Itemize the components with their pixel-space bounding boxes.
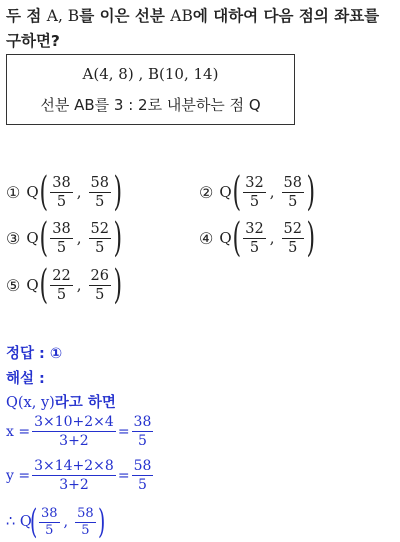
intro-text: 라고 하면: [54, 395, 116, 411]
point-label: Q: [26, 183, 39, 201]
right-paren: ): [113, 215, 123, 261]
point-q-expression: Q(x, y): [6, 395, 55, 411]
denominator: 5: [81, 522, 90, 538]
numerator: 38: [52, 174, 71, 191]
conclusion: ∴ Q ( $\frac{38}{5}$ , $\frac{58}{5}$ ): [6, 502, 105, 542]
numerator: 22: [52, 267, 71, 284]
choice-number: ⑤: [6, 275, 21, 295]
point-label: Q: [219, 229, 232, 247]
explanation-intro: [6, 391, 116, 412]
equals-sign: =: [117, 467, 130, 484]
choice-number: ①: [6, 182, 21, 202]
numerator: 32: [245, 220, 264, 237]
given-points: A(4, 8) , B(10, 14): [82, 65, 219, 83]
left-paren: (: [39, 215, 48, 261]
numerator: 58: [90, 174, 109, 191]
x-equation: [6, 413, 155, 450]
given-condition: 선분 AB를 3 : 2로 내분하는 점 Q: [40, 96, 261, 114]
left-paren: (: [39, 262, 48, 308]
question-part3: 에 대하여 다음 점의 좌표를 구하면?: [6, 7, 380, 50]
y-result-fraction: [132, 457, 154, 494]
choice-number: ③: [6, 228, 21, 248]
denominator: 5: [95, 239, 105, 256]
left-paren: (: [232, 215, 241, 261]
question-points: A, B: [46, 7, 80, 25]
x-fraction: [50, 174, 72, 211]
choice-5[interactable]: ⑤ Q ( $\frac{22}{5}$ , $\frac{26}{5}$ ): [6, 262, 123, 308]
denominator: 5: [288, 239, 298, 256]
denominator: 3+2: [59, 477, 89, 493]
y-fraction: [89, 220, 111, 257]
choice-1[interactable]: ① Q ( $\frac{38}{5}$ , $\frac{58}{5}$ ): [6, 169, 123, 215]
left-paren: (: [232, 169, 241, 215]
right-paren: ): [97, 502, 105, 542]
y-fraction: [89, 267, 111, 304]
numerator: 38: [41, 505, 58, 521]
choice-2[interactable]: ② Q ( $\frac{32}{5}$ , $\frac{58}{5}$ ): [199, 169, 316, 215]
numerator: 52: [90, 220, 109, 237]
right-paren: ): [113, 169, 123, 215]
final-y-fraction: [75, 506, 96, 539]
numerator: 3×10+2×4: [34, 414, 114, 430]
choice-number: ②: [199, 182, 214, 202]
denominator: 5: [249, 193, 260, 210]
given-box: [6, 54, 295, 125]
explanation-label: 해설 :: [6, 371, 45, 387]
question-text: [6, 4, 396, 54]
denominator: 5: [95, 286, 105, 303]
question-part1: 두 점: [6, 7, 47, 25]
x-result-fraction: [132, 413, 154, 450]
numerator: 52: [283, 220, 302, 237]
y-fraction: [282, 220, 304, 257]
answer-value: ①: [49, 346, 63, 362]
numerator: 38: [133, 414, 152, 430]
denominator: 5: [56, 193, 67, 210]
question-segment: AB: [170, 7, 193, 25]
point-label: Q: [219, 183, 232, 201]
x-formula-fraction: [32, 413, 116, 450]
numerator: 26: [90, 267, 109, 284]
choice-4[interactable]: ④ Q ( $\frac{32}{5}$ , $\frac{52}{5}$ ): [199, 215, 316, 261]
final-x-fraction: [39, 506, 60, 539]
x-fraction: [50, 220, 72, 257]
y-fraction: [282, 174, 304, 211]
denominator: 5: [45, 522, 54, 538]
numerator: 58: [133, 458, 152, 474]
denominator: 5: [56, 286, 67, 303]
numerator: 3×14+2×8: [34, 458, 114, 474]
question-part2: 를 이은 선분: [79, 7, 171, 25]
right-paren: ): [306, 169, 316, 215]
numerator: 58: [77, 505, 94, 521]
denominator: 5: [138, 433, 147, 449]
left-paren: (: [39, 169, 48, 215]
equals-sign: =: [117, 423, 130, 440]
y-formula-fraction: [32, 457, 116, 494]
right-paren: ): [306, 215, 316, 261]
x-fraction: [243, 220, 265, 257]
denominator: 3+2: [59, 433, 89, 449]
answer-line: [6, 342, 62, 363]
right-paren: ): [113, 262, 123, 308]
denominator: 5: [138, 477, 147, 493]
denominator: 5: [288, 193, 298, 210]
choice-3[interactable]: ③ Q ( $\frac{38}{5}$ , $\frac{52}{5}$ ): [6, 215, 123, 261]
point-label: Q: [26, 276, 39, 294]
numerator: 38: [52, 220, 71, 237]
y-fraction: [89, 174, 111, 211]
numerator: 32: [245, 174, 264, 191]
y-lhs: y =: [6, 467, 31, 484]
y-equation: [6, 457, 155, 494]
therefore-label: ∴ Q: [6, 514, 32, 530]
x-lhs: x =: [6, 423, 31, 440]
left-paren: (: [29, 502, 38, 542]
denominator: 5: [95, 193, 105, 210]
x-fraction: [50, 267, 72, 304]
denominator: 5: [249, 239, 260, 256]
choice-number: ④: [199, 228, 214, 248]
denominator: 5: [56, 239, 67, 256]
point-label: Q: [26, 229, 39, 247]
answer-label: 정답 :: [6, 346, 50, 362]
numerator: 58: [283, 174, 302, 191]
x-fraction: [243, 174, 265, 211]
